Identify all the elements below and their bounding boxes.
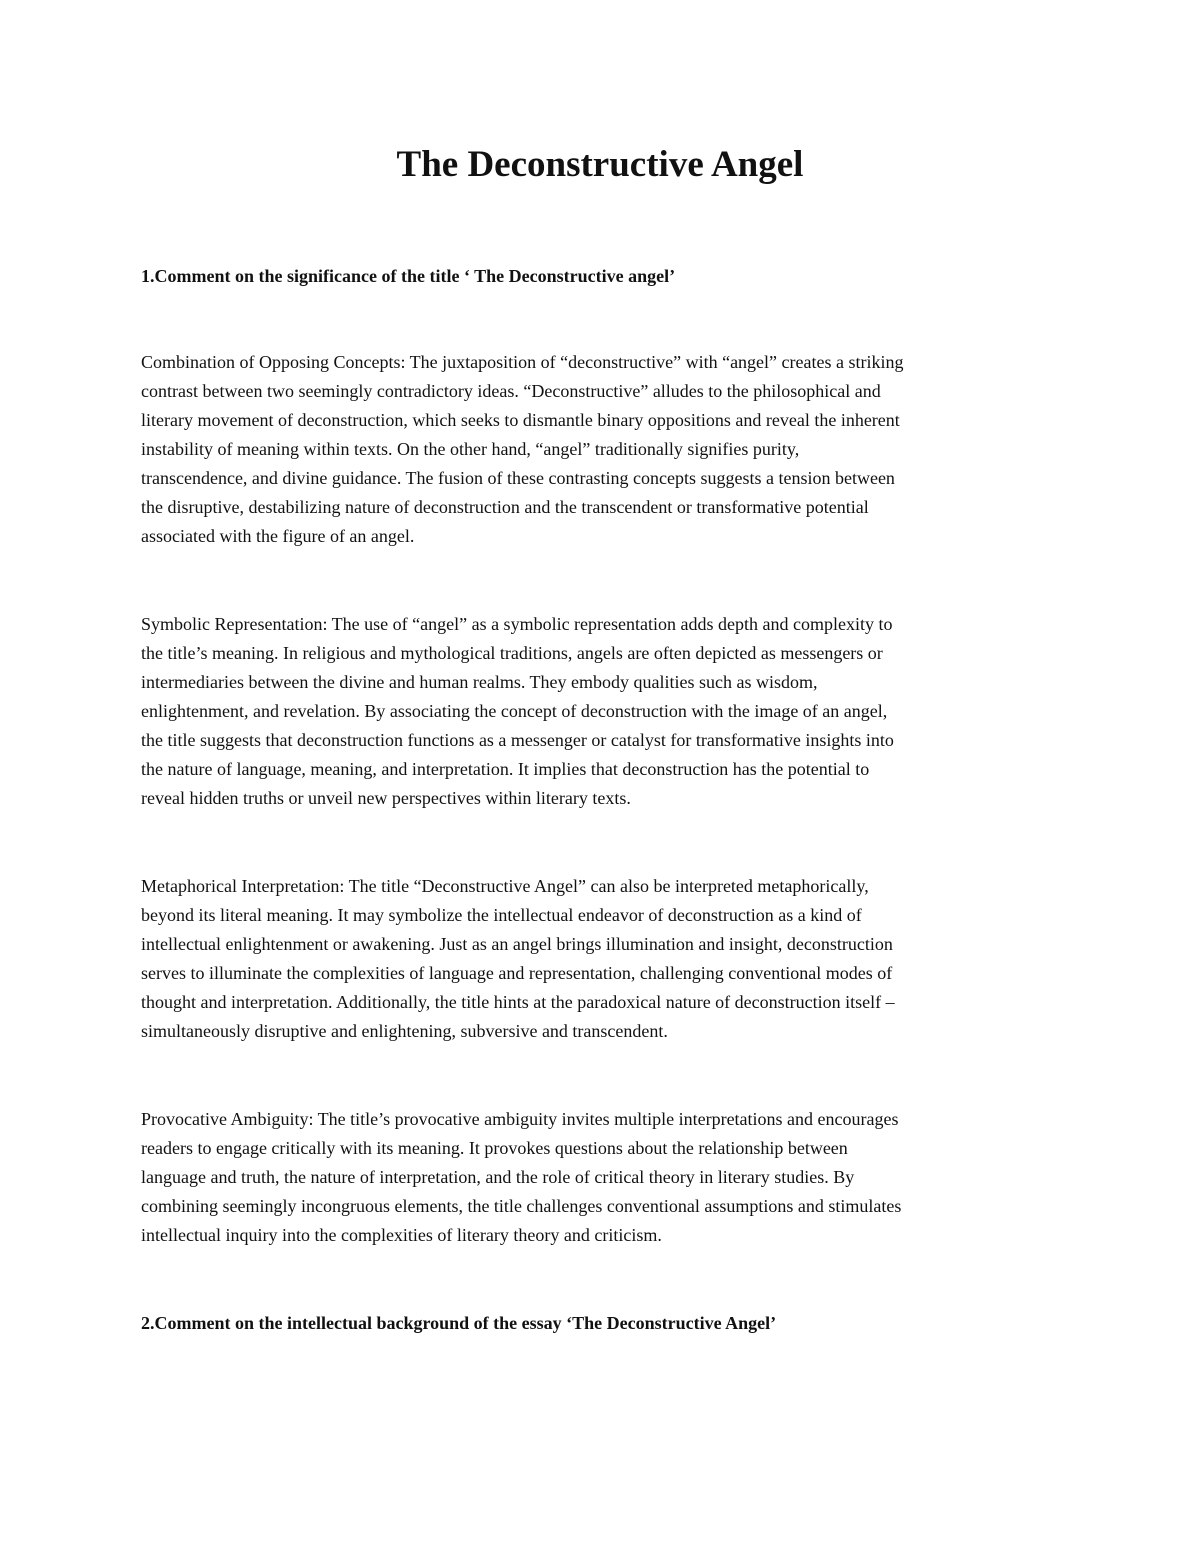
paragraph-line: Provocative Ambiguity: The title’s provocative ambiguity invites multiple interpretations and encourages — [141, 1109, 899, 1129]
paragraph-line: contrast between two seemingly contradictory ideas. “Deconstructive” alludes to the philosophical and — [141, 381, 881, 401]
paragraph-line: reveal hidden truths or unveil new perspectives within literary texts. — [141, 788, 631, 808]
paragraph-line: enlightenment, and revelation. By associating the concept of deconstruction with the image of an angel, — [141, 701, 888, 721]
paragraph-metaphorical-interpretation — [141, 872, 1071, 1046]
document-title: The Deconstructive Angel — [396, 144, 804, 185]
paragraph-line: the title’s meaning. In religious and mythological traditions, angels are often depicted as messengers or — [141, 643, 883, 663]
paragraph-line: Combination of Opposing Concepts: The juxtaposition of “deconstructive” with “angel” creates a striking — [141, 352, 904, 372]
question-2-heading: 2.Comment on the intellectual background of the essay ‘The Deconstructive Angel’ — [141, 1313, 777, 1333]
paragraph-line: instability of meaning within texts. On the other hand, “angel” traditionally signifies purity, — [141, 439, 800, 459]
question-1-heading: 1.Comment on the significance of the title ‘ The Deconstructive angel’ — [141, 266, 676, 286]
paragraph-line: Metaphorical Interpretation: The title “Deconstructive Angel” can also be interpreted metaphorically, — [141, 876, 869, 896]
paragraph-line: language and truth, the nature of interpretation, and the role of critical theory in literary studies. By — [141, 1167, 855, 1187]
paragraph-line: the title suggests that deconstruction functions as a messenger or catalyst for transformative insights into — [141, 730, 894, 750]
paragraph-provocative-ambiguity — [141, 1105, 1071, 1250]
paragraph-opposing-concepts — [141, 348, 1071, 551]
paragraph-line: readers to engage critically with its meaning. It provokes questions about the relationship between — [141, 1138, 848, 1158]
paragraph-symbolic-representation — [141, 610, 1071, 813]
paragraph-line: Symbolic Representation: The use of “angel” as a symbolic representation adds depth and complexity to — [141, 614, 893, 634]
paragraph-line: literary movement of deconstruction, which seeks to dismantle binary oppositions and reveal the inherent — [141, 410, 900, 430]
paragraph-line: intellectual inquiry into the complexities of literary theory and criticism. — [141, 1225, 662, 1245]
paragraph-line: intermediaries between the divine and human realms. They embody qualities such as wisdom, — [141, 672, 818, 692]
paragraph-line: simultaneously disruptive and enlightening, subversive and transcendent. — [141, 1021, 668, 1041]
paragraph-line: the disruptive, destabilizing nature of deconstruction and the transcendent or transformative potential — [141, 497, 869, 517]
paragraph-line: associated with the figure of an angel. — [141, 526, 415, 546]
paragraph-line: transcendence, and divine guidance. The fusion of these contrasting concepts suggests a tension between — [141, 468, 895, 488]
paragraph-line: the nature of language, meaning, and interpretation. It implies that deconstruction has the potential to — [141, 759, 870, 779]
paragraph-line: serves to illuminate the complexities of language and representation, challenging conventional modes of — [141, 963, 893, 983]
paragraph-line: intellectual enlightenment or awakening. Just as an angel brings illumination and insight, deconstruction — [141, 934, 893, 954]
paragraph-line: thought and interpretation. Additionally, the title hints at the paradoxical nature of deconstruction itself – — [141, 992, 895, 1012]
paragraph-line: combining seemingly incongruous elements, the title challenges conventional assumptions and stimulates — [141, 1196, 902, 1216]
paragraph-line: beyond its literal meaning. It may symbolize the intellectual endeavor of deconstruction as a kind of — [141, 905, 862, 925]
